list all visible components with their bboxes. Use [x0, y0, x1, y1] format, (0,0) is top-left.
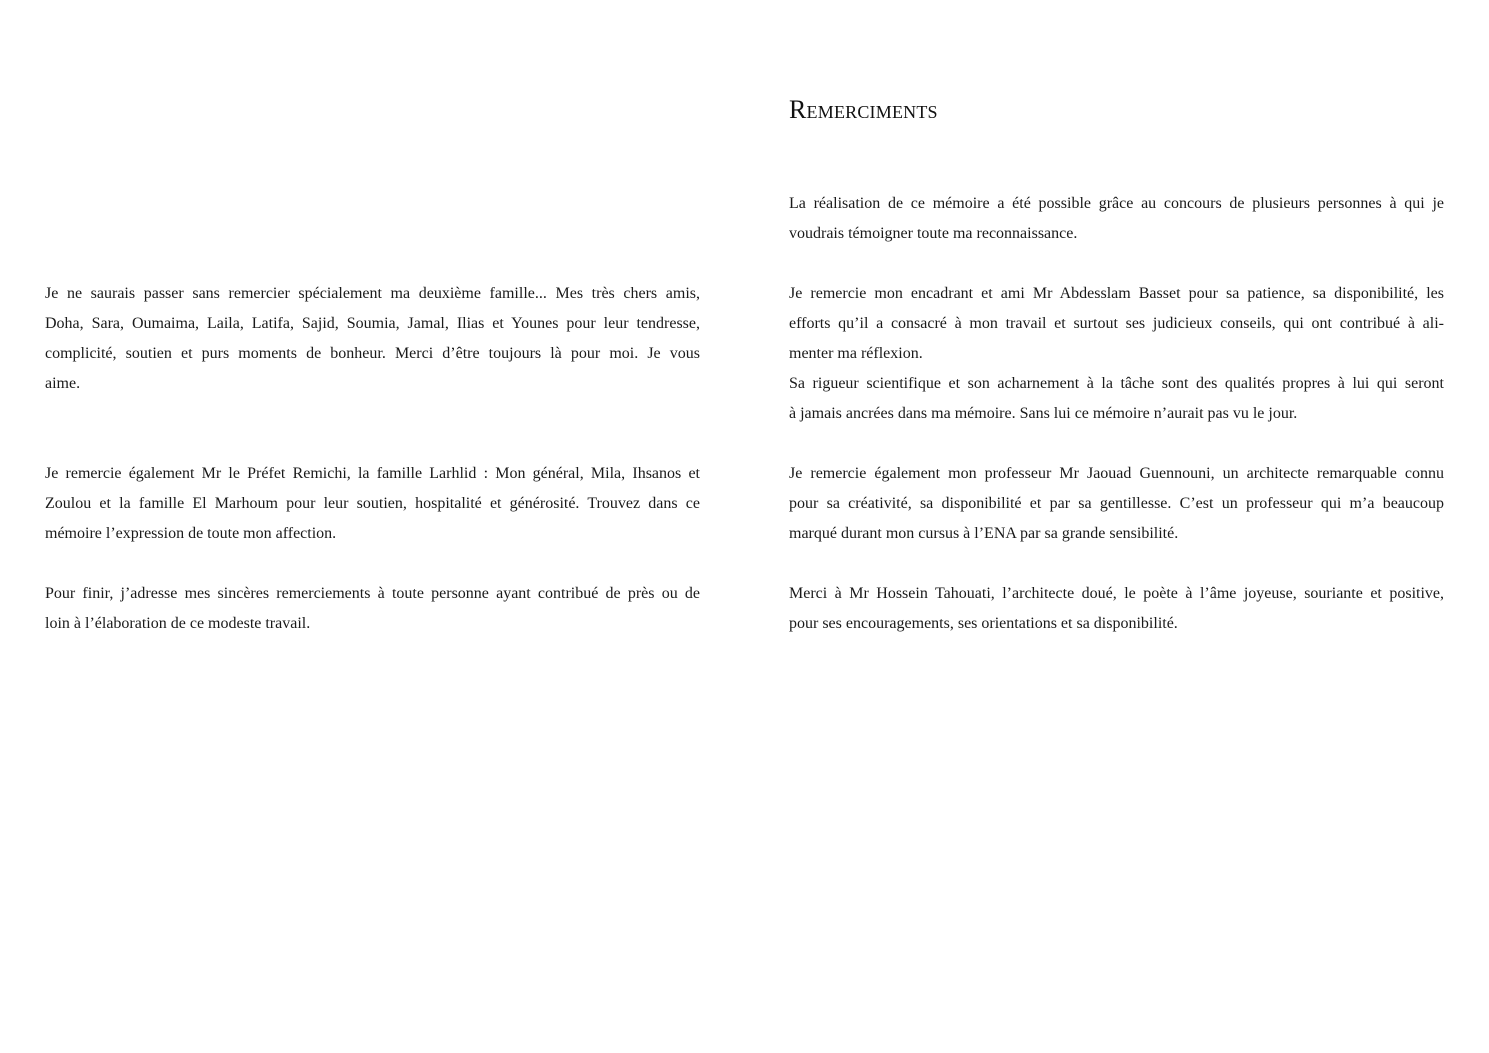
text-line: Pour finir, j’adresse mes sincères remerciements à toute personne ayant contribué de près ou de	[45, 585, 700, 602]
paragraph	[789, 459, 1444, 549]
paragraph	[45, 459, 700, 549]
text-line: Je remercie mon encadrant et ami Mr Abdesslam Basset pour sa patience, sa disponibilité, les	[789, 285, 1444, 302]
text-line: Zoulou et la famille El Marhoum pour leur soutien, hospitalité et générosité. Trouvez dans ce	[45, 495, 700, 512]
text-line: Merci à Mr Hossein Tahouati, l’architecte doué, le poète à l’âme joyeuse, souriante et positive,	[789, 585, 1444, 602]
text-line: voudrais témoigner toute ma reconnaissance.	[789, 225, 1078, 242]
text-line: Sa rigueur scientifique et son acharnement à la tâche sont des qualités propres à lui qui seront	[789, 375, 1444, 392]
text-line: Je remercie également Mr le Préfet Remichi, la famille Larhlid : Mon général, Mila, Ihsanos et	[45, 465, 700, 482]
text-line: Je ne saurais passer sans remercier spécialement ma deuxième famille... Mes très chers amis,	[45, 285, 700, 302]
text-line: marqué durant mon cursus à l’ENA par sa grande sensibilité.	[789, 525, 1179, 542]
text-line: Doha, Sara, Oumaima, Laila, Latifa, Sajid, Soumia, Jamal, Ilias et Younes pour leur tendresse,	[45, 315, 700, 332]
paragraph	[789, 189, 1444, 249]
text-line: mémoire l’expression de toute mon affection.	[45, 525, 337, 542]
paragraph	[45, 579, 700, 639]
text-line: complicité, soutien et purs moments de bonheur. Merci d’être toujours là pour moi. Je vous	[45, 345, 700, 362]
paragraph	[789, 579, 1444, 639]
text-line: pour ses encouragements, ses orientations et sa disponibilité.	[789, 615, 1178, 632]
text-line: La réalisation de ce mémoire a été possible grâce au concours de plusieurs personnes à qui je	[789, 195, 1444, 212]
text-line: loin à l’élaboration de ce modeste travail.	[45, 615, 311, 632]
page-title: Remerciments	[789, 95, 938, 124]
paragraph	[789, 279, 1444, 369]
paragraph	[789, 369, 1444, 429]
text-line: à jamais ancrées dans ma mémoire. Sans lui ce mémoire n’aurait pas vu le jour.	[789, 405, 1298, 422]
text-line: aime.	[45, 375, 81, 392]
text-line: efforts qu’il a consacré à mon travail et surtout ses judicieux conseils, qui ont contribué à ali-	[789, 315, 1444, 332]
text-line: pour sa créativité, sa disponibilité et par sa gentillesse. C’est un professeur qui m’a beaucoup	[789, 495, 1444, 512]
text-line: Je remercie également mon professeur Mr Jaouad Guennouni, un architecte remarquable connu	[789, 465, 1444, 482]
paragraph	[45, 279, 700, 399]
text-line: menter ma réflexion.	[789, 345, 923, 362]
